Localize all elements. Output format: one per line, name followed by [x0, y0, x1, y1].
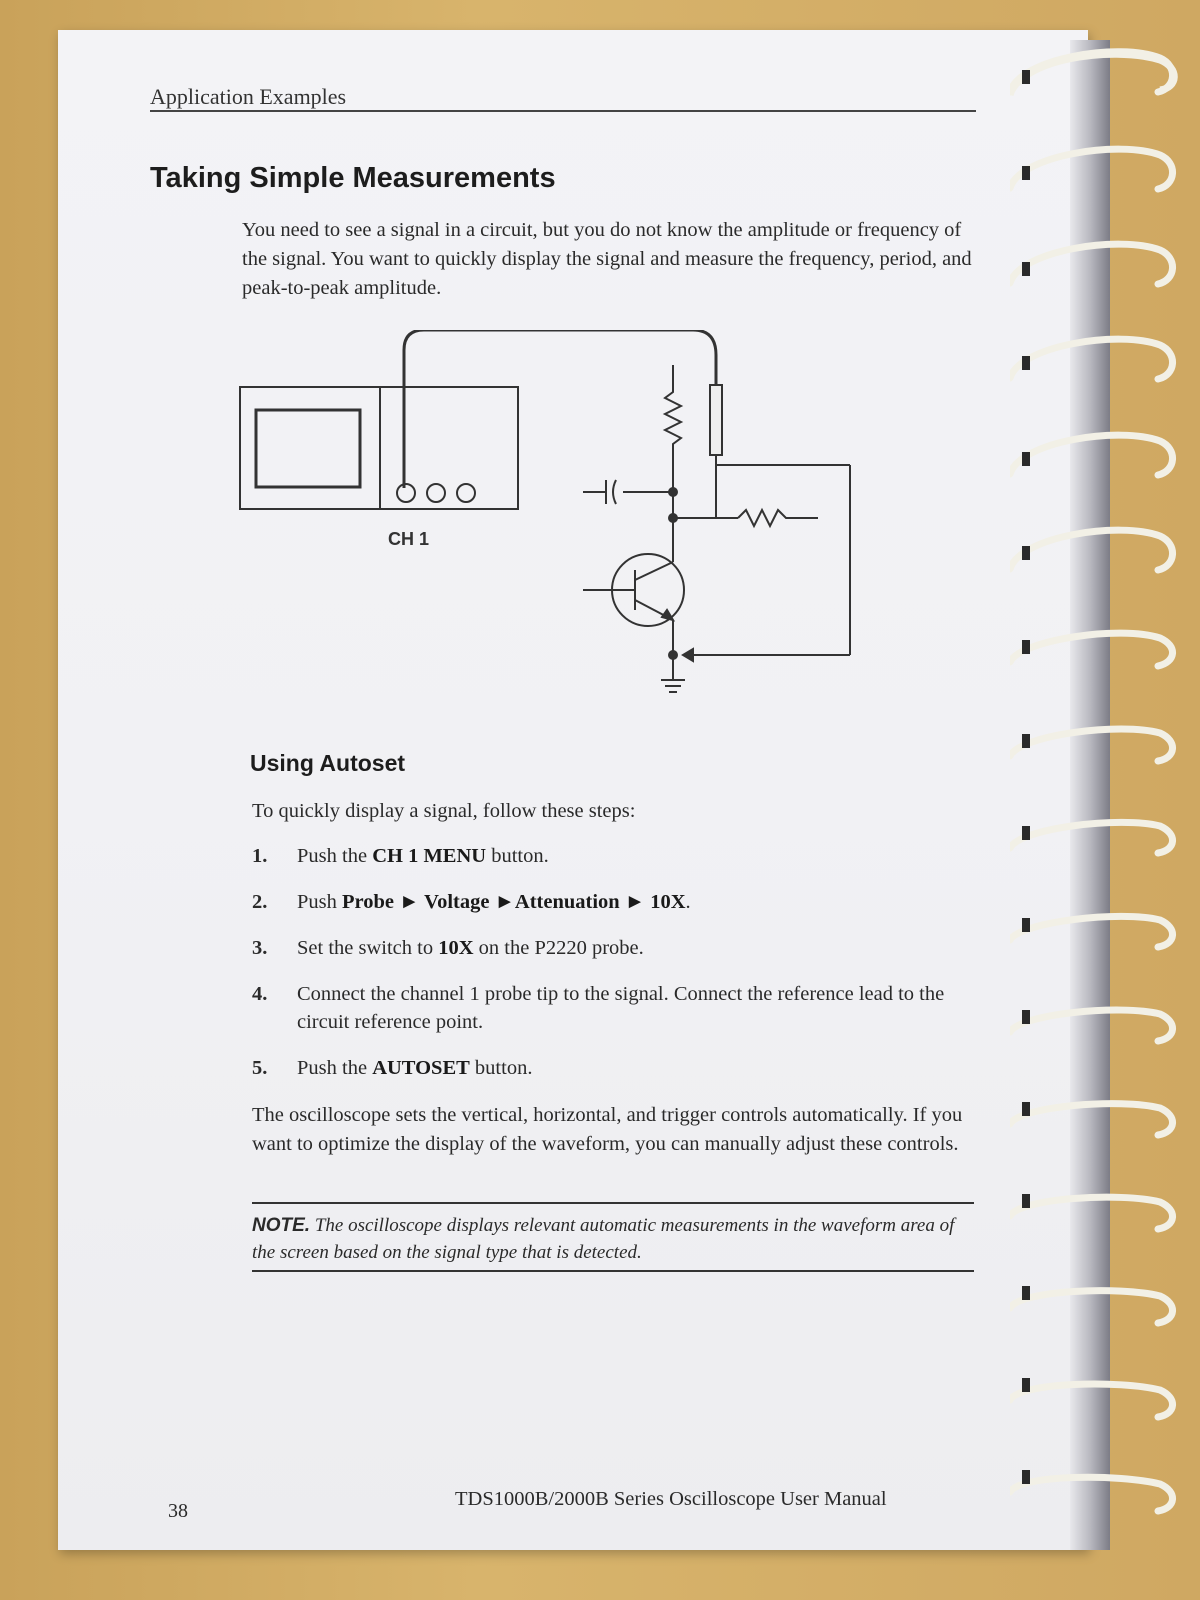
step-text: Push: [297, 891, 343, 913]
probe-body: [710, 385, 722, 455]
steps-list: [252, 842, 982, 1100]
ch1-label: CH 1: [388, 529, 430, 549]
step-number: 5.: [252, 1057, 268, 1079]
intro-paragraph: You need to see a signal in a circuit, but you do not know the amplitude or frequency of the signal. You want to quickly display the signal and measure the frequency, period, and peak-to-peak amplitude.: [242, 219, 972, 299]
resistor-right: [738, 510, 818, 526]
autoset-paragraph: The oscilloscope sets the vertical, horizontal, and trigger controls automatically. If you want to optimize the display of the waveform, you can manually adjust these controls.: [252, 1104, 963, 1155]
page-number: 38: [168, 1500, 188, 1522]
note-label: NOTE.: [252, 1215, 311, 1236]
autoset-heading: Using Autoset: [250, 750, 406, 776]
steps-lead: To quickly display a signal, follow these steps:: [252, 800, 636, 822]
step-number: 4.: [252, 983, 268, 1005]
step-emphasis: CH 1 MENU: [372, 845, 487, 867]
step-emphasis: Probe ► Voltage ►Attenuation ► 10X: [342, 891, 686, 913]
step-number: 1.: [252, 845, 268, 867]
ch1-connector: [397, 484, 415, 502]
probe-cable: [404, 330, 716, 488]
resistor-top: [665, 365, 681, 492]
step-text: Push the: [297, 1057, 373, 1079]
note-rule-top: [252, 1202, 974, 1204]
step-text: button.: [486, 845, 549, 867]
step-emphasis: AUTOSET: [372, 1057, 470, 1079]
step-text: Connect the channel 1 probe tip to the signal. Connect the reference lead to the circuit reference point.: [297, 983, 945, 1033]
step-3: [252, 934, 982, 962]
step-text: Set the switch to: [297, 937, 439, 959]
step-text: Push the: [297, 845, 373, 867]
step-emphasis: 10X: [438, 937, 474, 959]
capacitor: [613, 480, 616, 504]
spiral-binding: [1010, 0, 1200, 1600]
step-4: [252, 980, 982, 1036]
note-rule-bottom: [252, 1270, 974, 1272]
note-text: The oscilloscope displays relevant automatic measurements in the waveform area of the screen based on the signal type that is detected.: [252, 1215, 955, 1263]
circuit-diagram: [238, 330, 878, 720]
header-rule: [150, 110, 976, 112]
manual-title: TDS1000B/2000B Series Oscilloscope User Manual: [455, 1488, 887, 1510]
step-number: 3.: [252, 937, 268, 959]
running-head: Application Examples: [150, 84, 347, 109]
step-text: button.: [469, 1057, 533, 1079]
step-2: [252, 888, 982, 916]
step-text: on the P2220 probe.: [473, 937, 644, 959]
oscilloscope-screen: [256, 410, 360, 487]
step-number: 2.: [252, 891, 268, 913]
step-1: [252, 842, 982, 870]
step-5: [252, 1054, 982, 1082]
step-text: .: [685, 891, 691, 913]
note-box: [252, 1212, 974, 1266]
section-title: Taking Simple Measurements: [150, 162, 556, 194]
